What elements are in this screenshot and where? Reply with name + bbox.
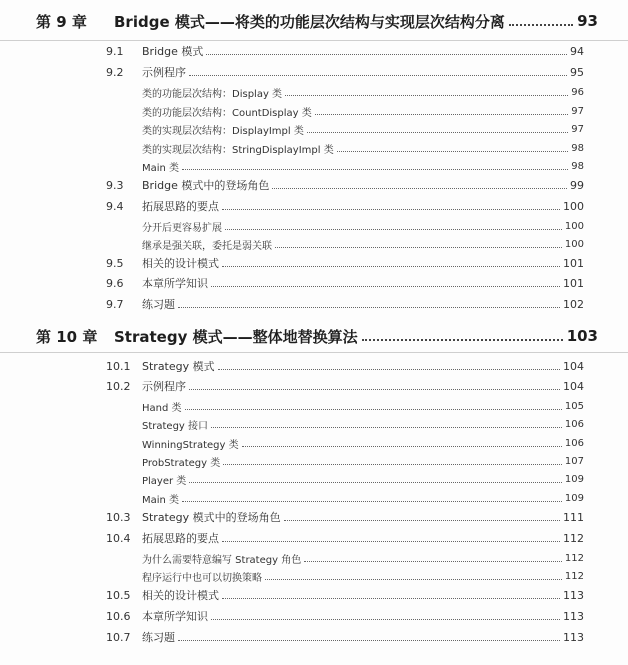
subsection-page: 98 <box>571 160 584 172</box>
toc-subentry[interactable] <box>142 216 584 236</box>
toc-entry[interactable] <box>106 528 584 548</box>
section-number: 10.4 <box>106 531 131 545</box>
dot-leader <box>304 561 562 562</box>
dot-leader <box>307 132 568 133</box>
toc-subentry[interactable] <box>142 548 584 568</box>
dot-leader <box>222 209 560 210</box>
section-title: 练习题 <box>142 631 175 644</box>
toc-subentry[interactable] <box>142 433 584 453</box>
section-title: Bridge 模式 <box>142 45 204 58</box>
subsection-title: Hand 类 <box>142 402 182 414</box>
dot-leader <box>189 75 567 76</box>
subsection-title: 类的功能层次结构：CountDisplay 类 <box>142 107 312 119</box>
section-title: 相关的设计模式 <box>142 589 219 602</box>
subsection-title: 为什么需要特意编写 Strategy 角色 <box>142 554 302 566</box>
chapter-title: Strategy 模式——整体地替换算法 <box>114 327 358 346</box>
dot-leader <box>185 409 562 410</box>
section-title: Bridge 模式中的登场角色 <box>142 179 270 192</box>
chapter-page: 93 <box>577 12 598 30</box>
chapter-page: 103 <box>566 327 598 345</box>
toc-subentry[interactable] <box>142 82 584 102</box>
subsection-title: 类的实现层次结构：StringDisplayImpl 类 <box>142 144 334 156</box>
dot-leader <box>225 229 562 230</box>
dot-leader <box>182 501 562 502</box>
toc-entry[interactable] <box>106 294 584 314</box>
section-page: 94 <box>570 44 584 58</box>
toc-entry[interactable] <box>106 253 584 273</box>
dot-leader <box>178 307 560 308</box>
dot-leader <box>206 54 567 55</box>
section-page: 95 <box>570 65 584 79</box>
section-number: 9.4 <box>106 199 124 213</box>
section-number: 9.1 <box>106 44 124 58</box>
dot-leader <box>272 188 567 189</box>
toc-subentry[interactable] <box>142 451 584 471</box>
section-page: 112 <box>563 531 584 545</box>
subsection-title: WinningStrategy 类 <box>142 439 239 451</box>
toc-entry[interactable] <box>106 606 584 626</box>
subsection-page: 106 <box>564 418 584 430</box>
toc-entry[interactable] <box>106 507 584 527</box>
dot-leader <box>223 464 562 465</box>
section-page: 99 <box>570 178 584 192</box>
chapter-number: 第 9 章 <box>36 12 87 31</box>
subsection-page: 98 <box>571 142 584 154</box>
section-title: 相关的设计模式 <box>142 257 219 270</box>
subsection-title: 类的功能层次结构：Display 类 <box>142 88 283 100</box>
toc-subentry[interactable] <box>142 138 584 158</box>
subsection-title: Strategy 接口 <box>142 420 209 432</box>
section-title: 拓展思路的要点 <box>142 200 219 213</box>
subsection-page: 107 <box>564 455 584 467</box>
section-page: 113 <box>563 609 584 623</box>
section-number: 10.3 <box>106 510 131 524</box>
dot-leader <box>218 369 560 370</box>
subsection-title: Player 类 <box>142 475 187 487</box>
section-title: 本章所学知识 <box>142 277 208 290</box>
chapter-heading[interactable] <box>36 8 598 34</box>
section-number: 10.5 <box>106 588 131 602</box>
section-title: 拓展思路的要点 <box>142 532 219 545</box>
toc-entry[interactable] <box>106 627 584 647</box>
section-page: 100 <box>563 199 584 213</box>
subsection-title: Main 类 <box>142 162 180 174</box>
section-page: 113 <box>563 588 584 602</box>
toc-subentry[interactable] <box>142 469 584 489</box>
subsection-title: 分开后更容易扩展 <box>142 222 222 234</box>
section-page: 111 <box>563 510 584 524</box>
section-number: 10.2 <box>106 379 131 393</box>
subsection-title: 程序运行中也可以切换策略 <box>142 572 262 584</box>
section-page: 104 <box>563 359 584 373</box>
section-page: 101 <box>563 276 584 290</box>
dot-leader <box>222 541 560 542</box>
dot-leader <box>275 247 562 248</box>
section-title: 练习题 <box>142 298 175 311</box>
dot-leader <box>182 169 568 170</box>
toc-entry[interactable] <box>106 356 584 376</box>
subsection-page: 106 <box>564 437 584 449</box>
section-number: 10.1 <box>106 359 131 373</box>
dot-leader <box>211 619 560 620</box>
toc-subentry[interactable] <box>142 101 584 121</box>
dot-leader <box>211 427 562 428</box>
section-number: 10.7 <box>106 630 131 644</box>
toc-entry[interactable] <box>106 175 584 195</box>
toc-subentry[interactable] <box>142 396 584 416</box>
chapter-divider <box>0 352 628 353</box>
subsection-page: 100 <box>564 238 584 250</box>
dot-leader <box>265 579 562 580</box>
chapter-number: 第 10 章 <box>36 327 98 346</box>
dot-leader <box>337 151 569 152</box>
section-title: 示例程序 <box>142 66 186 79</box>
section-page: 104 <box>563 379 584 393</box>
chapter-heading[interactable] <box>36 323 598 349</box>
dot-leader <box>509 24 573 26</box>
subsection-title: 类的实现层次结构：DisplayImpl 类 <box>142 125 304 137</box>
subsection-page: 97 <box>571 123 584 135</box>
subsection-page: 109 <box>564 473 584 485</box>
dot-leader <box>284 520 560 521</box>
subsection-page: 112 <box>564 552 584 564</box>
section-title: 本章所学知识 <box>142 610 208 623</box>
toc-subentry[interactable] <box>142 566 584 586</box>
section-title: Strategy 模式中的登场角色 <box>142 511 281 524</box>
subsection-page: 105 <box>564 400 584 412</box>
dot-leader <box>362 339 563 341</box>
subsection-page: 96 <box>571 86 584 98</box>
section-title: 示例程序 <box>142 380 186 393</box>
toc-entry[interactable] <box>106 196 584 216</box>
toc-subentry[interactable] <box>142 119 584 139</box>
dot-leader <box>285 95 568 96</box>
subsection-title: ProbStrategy 类 <box>142 457 221 469</box>
dot-leader <box>242 446 562 447</box>
section-title: Strategy 模式 <box>142 360 215 373</box>
dot-leader <box>178 640 560 641</box>
toc-entry[interactable] <box>106 273 584 293</box>
section-page: 101 <box>563 256 584 270</box>
section-number: 9.7 <box>106 297 124 311</box>
toc-entry[interactable] <box>106 41 584 61</box>
subsection-page: 109 <box>564 492 584 504</box>
section-number: 10.6 <box>106 609 131 623</box>
section-number: 9.5 <box>106 256 124 270</box>
toc-subentry[interactable] <box>142 234 584 254</box>
subsection-page: 100 <box>564 220 584 232</box>
toc-entry[interactable] <box>106 585 584 605</box>
section-page: 113 <box>563 630 584 644</box>
dot-leader <box>222 598 560 599</box>
subsection-title: 继承是强关联，委托是弱关联 <box>142 240 272 252</box>
dot-leader <box>211 286 560 287</box>
section-number: 9.6 <box>106 276 124 290</box>
toc-entry[interactable] <box>106 376 584 396</box>
section-page: 102 <box>563 297 584 311</box>
section-number: 9.3 <box>106 178 124 192</box>
toc-subentry[interactable] <box>142 488 584 508</box>
subsection-title: Main 类 <box>142 494 180 506</box>
toc-subentry[interactable] <box>142 414 584 434</box>
dot-leader <box>315 114 569 115</box>
subsection-page: 112 <box>564 570 584 582</box>
dot-leader <box>222 266 560 267</box>
dot-leader <box>189 389 560 390</box>
toc-subentry[interactable] <box>142 156 584 176</box>
dot-leader <box>189 482 562 483</box>
section-number: 9.2 <box>106 65 124 79</box>
chapter-title: Bridge 模式——将类的功能层次结构与实现层次结构分离 <box>114 12 505 31</box>
subsection-page: 97 <box>571 105 584 117</box>
toc-entry[interactable] <box>106 62 584 82</box>
